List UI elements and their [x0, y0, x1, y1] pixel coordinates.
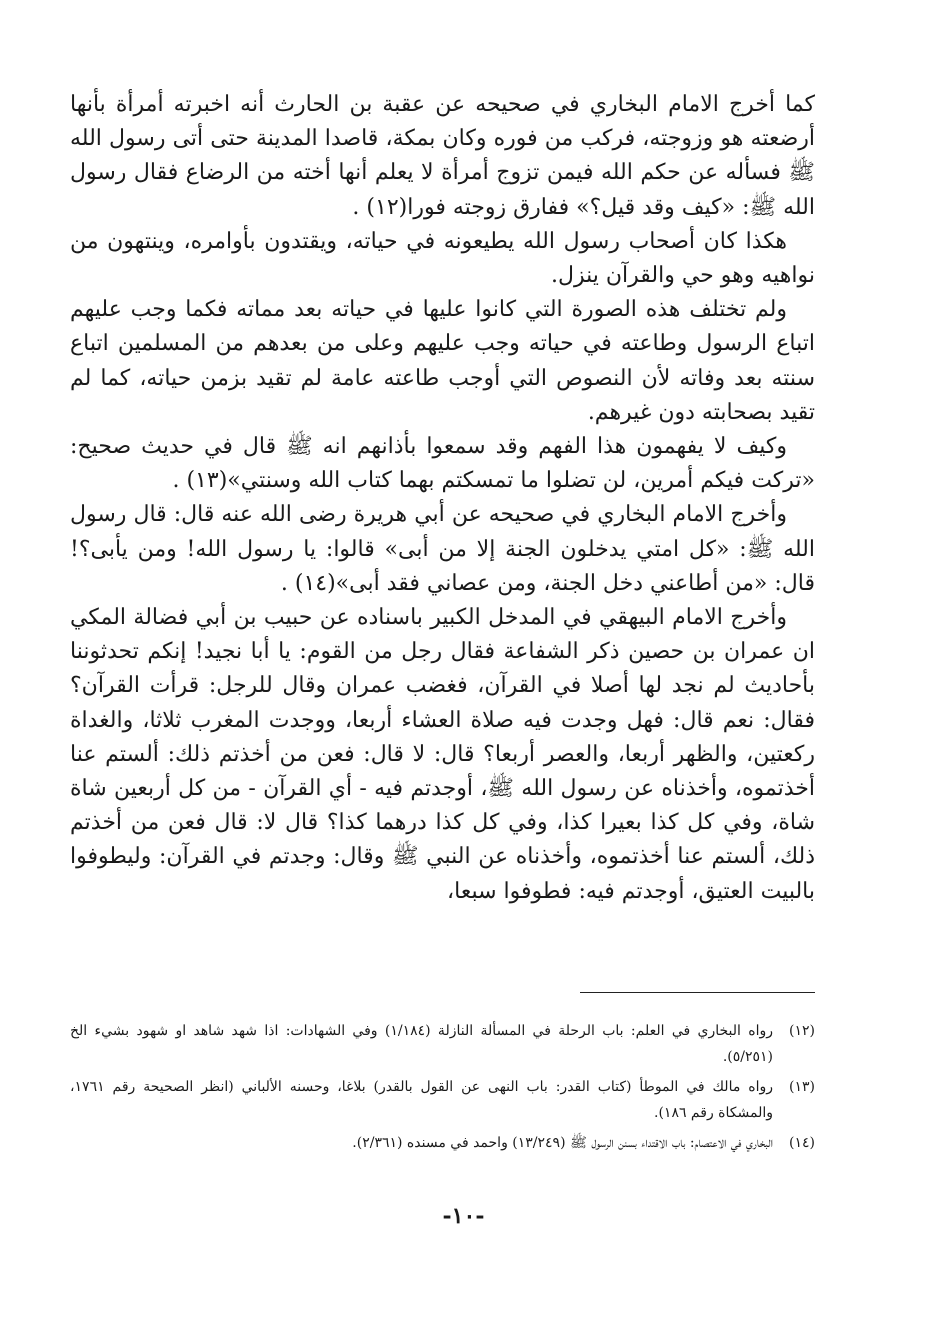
paragraph-4: وكيف لا يفهمون هذا الفهم وقد سمعوا بأذانهم انه ﷺ قال في حديث صحيح: «تركت فيكم أمرين، لن تضلوا ما تمسكتم بهما كتاب الله وسنتي»(١٣) .	[70, 434, 815, 494]
footnote-13	[70, 1074, 815, 1126]
footnote-number: (١٣)	[789, 1079, 815, 1095]
paragraph-2: هكذا كان أصحاب رسول الله يطيعونه في حياته، ويقتدون بأوامره، وينتهون من نواهيه وهو حي والقرآن ينزل.	[70, 228, 815, 289]
footnote-number: (١٢)	[789, 1023, 815, 1039]
paragraph-1: كما أخرج الامام البخاري في صحيحه عن عقبة بن الحارث أنه اخبرته أمرأة بأنها أرضعته هو وزوجته، فركب من فوره وكان بمكة، قاصدا المدينة حتى أتى رسول الله ﷺ فسأله عن حكم الله فيمن تزوج أمرأة لا يعلم أنها أخته من الرضاع فقال رسول الله ﷺ: «كيف وقد قيل؟» ففارق زوجته فورا(١٢) .	[70, 92, 815, 220]
footnote-text: رواه مالك في الموطأ (كتاب القدر: باب النهى عن القول بالقدر) بلاغا، وحسنه الألباني (انظر الصحيحة رقم ١٧٦١، والمشكاة رقم ١٨٦).	[70, 1079, 773, 1121]
page-body	[70, 88, 815, 909]
paragraph-3: ولم تختلف هذه الصورة التي كانوا عليها في حياته بعد مماته فكما وجب عليهم اتباع الرسول وطاعته في حياته وجب عليهم وعلى من بعدهم من المسلمين اتباع سنته بعد وفاته لأن النصوص التي أوجب طاعته عامة لم تقيد بزمن حياته، كما لم تقيد بصحابته دون غيرهم.	[70, 297, 815, 425]
paragraph-6: وأخرج الامام البيهقي في المدخل الكبير باسناده عن حبيب بن أبي فضالة المكي ان عمران بن حصين ذكر الشفاعة فقال رجل من القوم: يا أبا نجيد! إنكم تحدثوننا بأحاديث لم نجد لها أصلا في القرآن، فغضب عمران وقال للرجل: قرأت القرآن؟ فقال: نعم قال: فهل وجدت فيه صلاة العشاء أربعا، ووجدت المغرب ثلاثا، والغداة ركعتين، والظهر أربعا، والعصر أربعا؟ قال: لا قال: فعن من أخذتم ذلك: ألستم عنا أخذتموه، وأخذناه عن رسول الله ﷺ، أوجدتم فيه - أي القرآن - من كل أربعين شاة شاة، وفي كل كذا بعيرا كذا، وفي كل كذا درهما كذا؟ قال لا: قال فعن من أخذتم ذلك، ألستم عنا أخذتموه، وأخذناه عن النبي ﷺ وقال: وجدتم في القرآن: وليطوفوا بالبيت العتيق، أوجدتم فيه: فطوفوا سبعا،	[70, 605, 815, 904]
footnote-14	[70, 1130, 815, 1156]
footnote-text: رواه البخاري في العلم: باب الرحلة في المسألة النازلة (١/١٨٤) وفي الشهادات: اذا شهد شاهد او شهود بشيء الخ (٥/٢٥١).	[70, 1023, 773, 1065]
footnote-number: (١٤)	[789, 1135, 815, 1151]
paragraph-5: وأخرج الامام البخاري في صحيحه عن أبي هريرة رضى الله عنه قال: قال رسول الله ﷺ: «كل امتي يدخلون الجنة إلا من أبى» قالوا: يا رسول الله! ومن يأبى؟! قال: «من أطاعني دخل الجنة، ومن عصاني فقد أبى»(١٤) .	[70, 502, 815, 596]
footnote-text: البخاري في الاعتصام: باب الاقتداء بسنن الرسول ﷺ (١٣/٢٤٩) واحمد في مسنده (٢/٣٦١).	[352, 1135, 773, 1151]
page-number: -١٠-	[442, 1203, 485, 1229]
footnotes	[70, 1018, 815, 1160]
footnote-divider	[580, 992, 815, 993]
main-text	[70, 88, 815, 909]
footnote-12	[70, 1018, 815, 1070]
